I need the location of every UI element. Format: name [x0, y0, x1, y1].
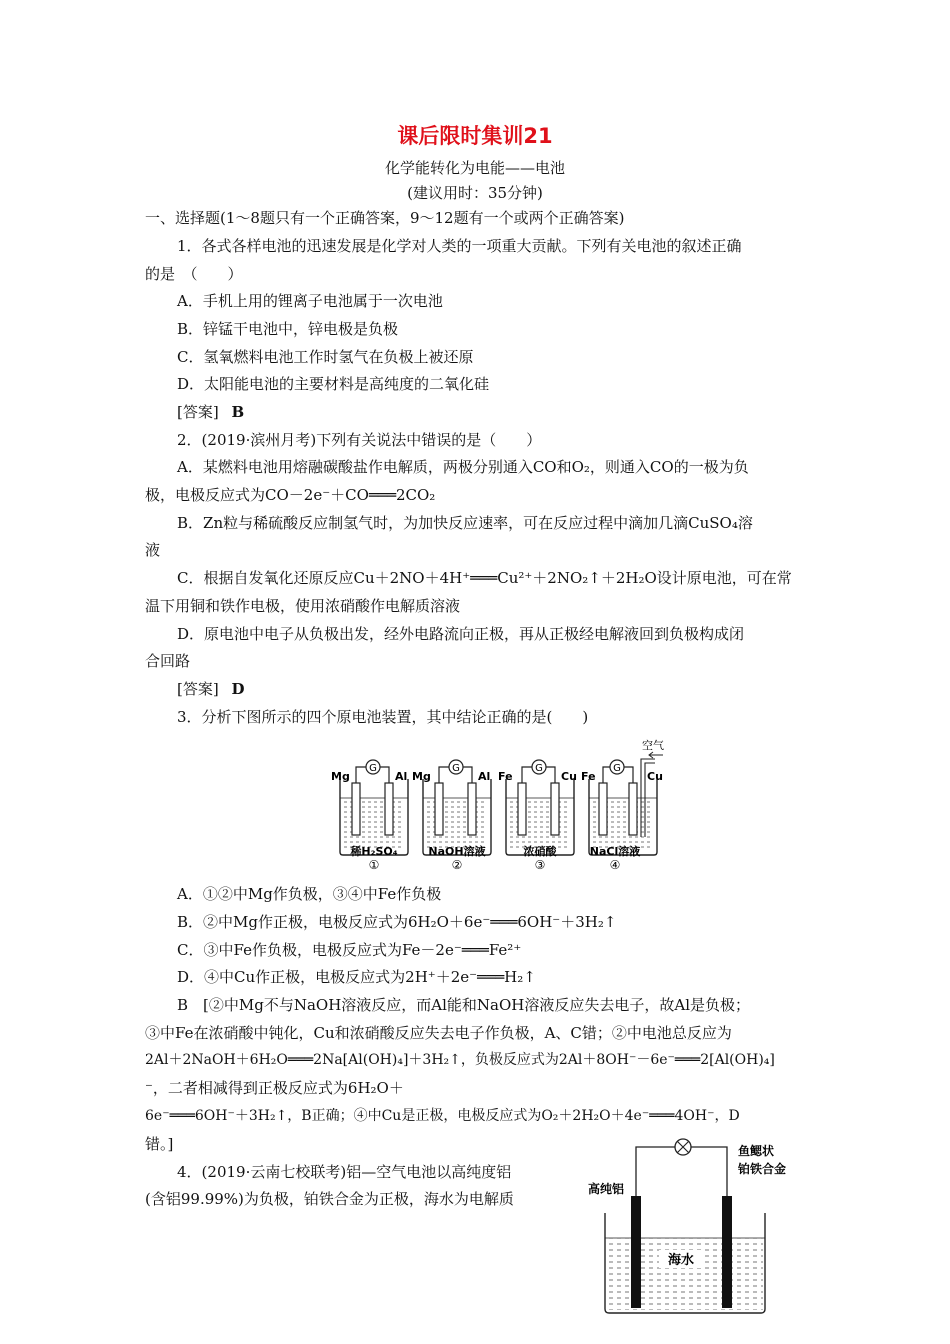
- electrode-left-label: Fe: [498, 770, 513, 783]
- q3-explanation-line5: 6e⁻═══6OH⁻＋3H₂↑，B正确；④中Cu是正极，电极反应式为O₂＋2H₂O＋4e⁻═══4OH⁻，D: [145, 1108, 740, 1124]
- answer-value: B: [231, 403, 245, 421]
- q3-explanation-line2: ③中Fe在浓硝酸中钝化，Cu和浓硝酸反应失去电子作负极，A、C错；②中电池总反应为: [145, 1024, 732, 1042]
- q4-stem-line1: 4．(2019·云南七校联考)铝—空气电池以高纯度铝: [177, 1163, 512, 1181]
- electrode-right-label: Al: [478, 770, 491, 783]
- page-subtitle: 化学能转化为电能——电池: [384, 159, 565, 177]
- air-arrow-icon: [649, 752, 663, 758]
- electrode-right-label: Al: [395, 770, 408, 783]
- q3-explanation-line1: B [②中Mg不与NaOH溶液反应，而Al能和NaOH溶液反应失去电子，故Al是负极；: [177, 996, 750, 1014]
- q3-explanation-line3: 2Al＋2NaOH＋6H₂O═══2Na[Al(OH)₄]＋3H₂↑，负极反应式为2Al＋8OH⁻－6e⁻═══2[Al(OH)₄]: [145, 1052, 775, 1068]
- q3-option-a: A．①②中Mg作负极，③④中Fe作负极: [177, 885, 442, 903]
- q3-option-c: C．③中Fe作负极，电极反应式为Fe－2e⁻═══Fe²⁺: [177, 941, 522, 959]
- left-electrode-label: 高纯铝: [588, 1182, 625, 1196]
- q2-option-a-line2: 极，电极反应式为CO－2e⁻＋CO═══2CO₂: [145, 486, 436, 504]
- galvanometer-label: G: [369, 763, 377, 774]
- cell-2: [412, 760, 491, 872]
- section-heading: 一、选择题(1～8题只有一个正确答案，9～12题有一个或两个正确答案): [145, 209, 625, 227]
- q2-option-c-line2: 温下用铜和铁作电极，使用浓硝酸作电解质溶液: [145, 597, 461, 615]
- solution-label: NaOH溶液: [428, 845, 486, 858]
- electrode-left-label: Fe: [581, 770, 596, 783]
- q1-option-d: D．太阳能电池的主要材料是高纯度的二氧化硅: [177, 375, 490, 393]
- q2-answer: [177, 679, 245, 699]
- solution-label: NaCl溶液: [589, 845, 641, 858]
- right-electrode-label-line1: 鱼鳃状: [738, 1144, 775, 1158]
- q2-option-b-line1: B．Zn粒与稀硫酸反应制氢气时，为加快反应速率，可在反应过程中滴加几滴CuSO₄溶: [177, 514, 753, 532]
- q1-stem-line2: 的是 （ ）: [145, 265, 243, 283]
- galvanometer-label: G: [452, 763, 460, 774]
- galvanometer-label: G: [535, 763, 543, 774]
- time-note: (建议用时：35分钟): [407, 184, 543, 202]
- q1-option-a: A．手机上用的锂离子电池属于一次电池: [177, 292, 443, 310]
- q3-cell-figure: [326, 735, 664, 875]
- cell-number: ③: [534, 858, 546, 872]
- solution-label: 稀H₂SO₄: [350, 845, 398, 858]
- answer-label: [答案]: [177, 403, 219, 421]
- solution-label: 浓硝酸: [523, 845, 557, 858]
- electrode-left-label: Mg: [412, 770, 431, 783]
- q2-stem: 2．(2019·滨州月考)下列有关说法中错误的是（ ）: [177, 431, 542, 449]
- q4-stem-line2: (含铝99.99%)为负极，铂铁合金为正极，海水为电解质: [145, 1190, 514, 1208]
- cell-number: ④: [609, 858, 621, 872]
- galvanometer-label: G: [613, 763, 621, 774]
- q2-option-d-line2: 合回路: [145, 652, 191, 670]
- right-electrode-label-line2: 铂铁合金: [738, 1162, 787, 1176]
- q3-option-d: D．④中Cu作正极，电极反应式为2H⁺＋2e⁻═══H₂↑: [177, 968, 536, 986]
- q2-option-a-line1: A．某燃料电池用熔融碳酸盐作电解质，两极分别通入CO和O₂，则通入CO的一极为负: [177, 458, 749, 476]
- solution-label: 海水: [667, 1253, 695, 1268]
- answer-value: D: [231, 680, 245, 698]
- q3-explanation-line4: ⁻，二者相减得到正极反应式为6H₂O＋: [145, 1079, 404, 1097]
- q2-option-d-line1: D．原电池中电子从负极出发，经外电路流向正极，再从正极经电解液回到负极构成闭: [177, 625, 745, 643]
- q1-stem-line1: 1．各式各样电池的迅速发展是化学对人类的一项重大贡献。下列有关电池的叙述正确: [177, 237, 742, 255]
- q1-answer: [177, 402, 244, 422]
- q4-battery-figure: [585, 1133, 805, 1319]
- answer-label: [答案]: [177, 680, 219, 698]
- q3-explanation-line6: 错。]: [145, 1135, 174, 1153]
- cell-number: ②: [451, 858, 463, 872]
- q3-stem: 3．分析下图所示的四个原电池装置，其中结论正确的是( ): [177, 708, 589, 726]
- q1-option-b: B．锌锰干电池中，锌电极是负极: [177, 320, 399, 338]
- air-label: 空气: [642, 739, 664, 752]
- cell-4: [581, 738, 664, 872]
- electrode-right-label: Cu: [561, 770, 577, 783]
- q3-option-b: B．②中Mg作正极，电极反应式为6H₂O＋6e⁻═══6OH⁻＋3H₂↑: [177, 913, 617, 931]
- page-title: 课后限时集训21: [397, 124, 553, 148]
- q1-option-c: C．氢氧燃料电池工作时氢气在负极上被还原: [177, 348, 474, 366]
- electrode-right-label: Cu: [647, 770, 663, 783]
- electrode-left-label: Mg: [331, 770, 350, 783]
- cell-1: [331, 760, 408, 872]
- q2-option-b-line2: 液: [145, 541, 161, 559]
- cell-number: ①: [368, 858, 380, 872]
- q2-option-c-line1: C．根据自发氧化还原反应Cu＋2NO＋4H⁺═══Cu²⁺＋2NO₂↑＋2H₂O设计原电池，可在常: [177, 569, 792, 587]
- cell-3: [498, 760, 577, 872]
